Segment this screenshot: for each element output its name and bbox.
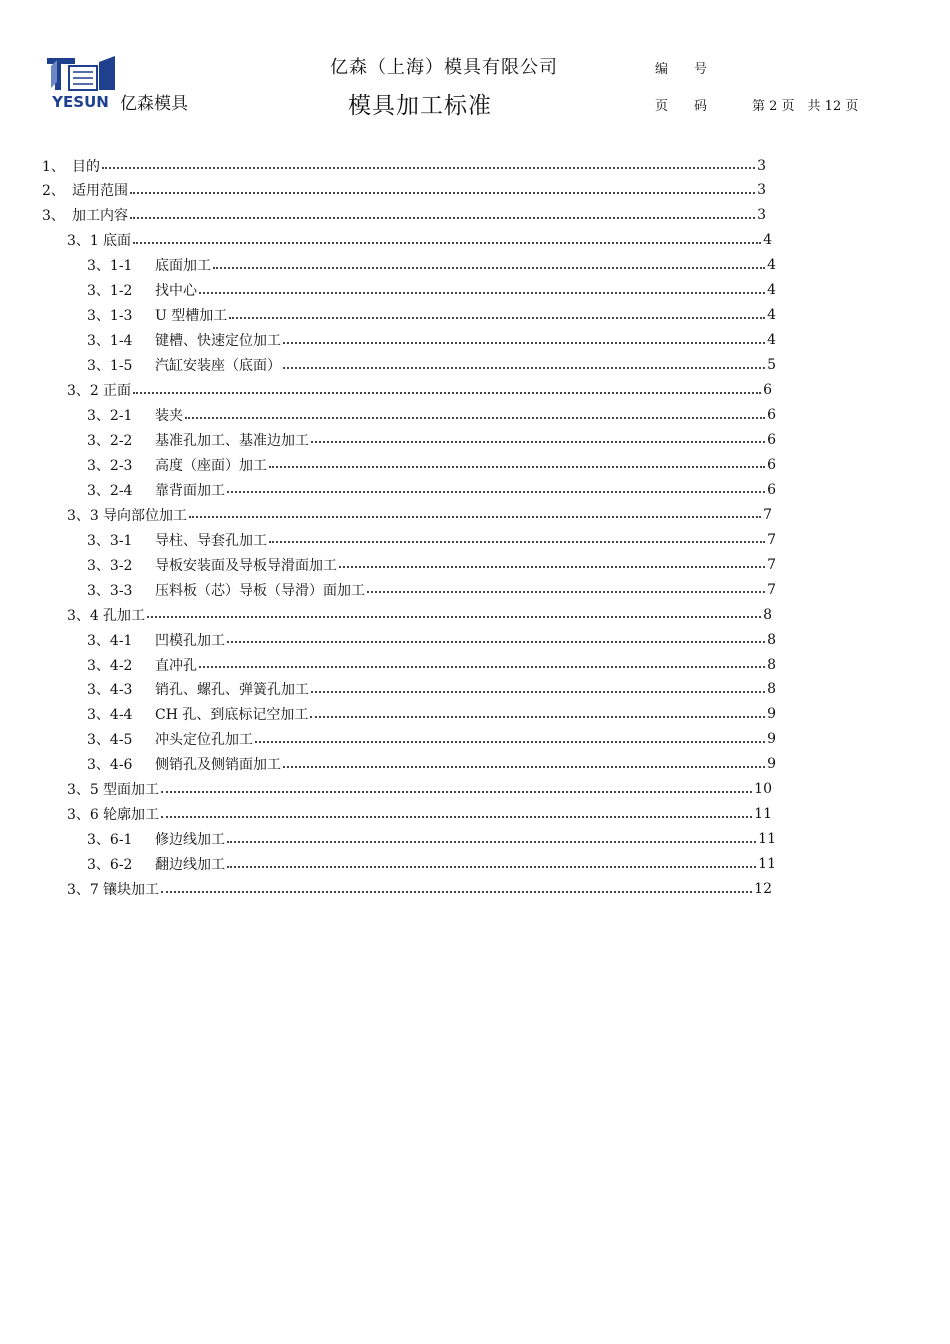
toc-entry-page: 3 — [757, 157, 766, 174]
toc-entry — [87, 527, 776, 552]
toc-entry — [87, 353, 776, 378]
toc-entry — [87, 852, 776, 877]
toc-entry — [87, 552, 776, 577]
toc-entry — [67, 502, 772, 527]
toc-entry-page: 5 — [767, 357, 776, 374]
toc-entry-page: 7 — [767, 531, 776, 548]
toc-entry-page: 11 — [758, 831, 776, 848]
toc-dot-leader — [229, 316, 765, 319]
toc-entry-number: 3、4-3 — [87, 682, 133, 699]
toc-entry-title: 凹模孔加工 — [155, 632, 225, 649]
toc-dot-leader — [161, 815, 752, 818]
toc-entry — [87, 452, 776, 477]
toc-dot-leader — [161, 790, 752, 793]
toc-entry-title: 孔加工 — [103, 607, 145, 624]
toc-entry — [87, 652, 776, 677]
toc-dot-leader — [227, 490, 765, 493]
toc-entry-title: 导向部位加工 — [103, 507, 187, 524]
toc-entry-title: 靠背面加工 — [155, 482, 225, 499]
toc-dot-leader — [227, 840, 756, 843]
toc-entry-number: 3、1-1 — [87, 258, 133, 275]
toc-entry — [67, 802, 772, 827]
number-label: 编 号 — [655, 62, 708, 77]
toc-entry — [87, 403, 776, 428]
toc-entry-page: 6 — [767, 456, 776, 473]
toc-entry-number: 3、1-2 — [87, 283, 133, 300]
toc-entry-number: 3、1-5 — [87, 358, 133, 375]
toc-entry-number: 3、6-2 — [87, 857, 133, 874]
toc-entry — [87, 577, 776, 602]
toc-entry-title: 压料板（芯）导板（导滑）面加工 — [155, 582, 365, 599]
toc-entry — [87, 727, 776, 752]
toc-entry — [87, 827, 776, 852]
toc-entry-title: 导柱、导套孔加工 — [155, 532, 267, 549]
toc-entry-number: 2、 — [42, 183, 65, 200]
toc-entry-number: 3、3-1 — [87, 532, 133, 549]
toc-entry-title: 导板安装面及导板导滑面加工 — [155, 557, 337, 574]
toc-entry-title: 修边线加工 — [155, 832, 225, 849]
toc-dot-leader — [133, 391, 761, 394]
toc-entry-page: 7 — [763, 506, 772, 523]
toc-entry-title: CH 孔、到底标记空加工 — [155, 707, 309, 724]
toc-entry-number: 3、4-2 — [87, 657, 133, 674]
toc-dot-leader — [367, 590, 765, 593]
toc-entry-number: 3、3 — [67, 507, 99, 524]
toc-entry-title: 正面 — [103, 383, 131, 400]
toc-entry-page: 11 — [754, 806, 772, 823]
toc-entry-page: 3 — [757, 182, 766, 199]
toc-entry-title: 镶块加工 — [103, 882, 159, 899]
toc-entry-number: 3、1-4 — [87, 333, 133, 350]
toc-entry-number: 3、2-2 — [87, 432, 133, 449]
toc-entry-number: 3、 — [42, 208, 65, 225]
toc-entry — [42, 203, 766, 228]
toc-dot-leader — [269, 465, 765, 468]
toc-dot-leader — [199, 665, 765, 668]
toc-entry — [87, 752, 776, 777]
toc-entry-page: 4 — [767, 332, 776, 349]
toc-dot-leader — [227, 640, 765, 643]
toc-entry-title: 键槽、快速定位加工 — [155, 333, 281, 350]
toc-entry-page: 6 — [763, 382, 772, 399]
toc-entry-number: 3、2-4 — [87, 482, 133, 499]
toc-entry-page: 7 — [767, 556, 776, 573]
toc-entry-number: 3、2-1 — [87, 408, 133, 424]
toc-entry-number: 3、3-3 — [87, 582, 133, 599]
logo-text: YESUN — [52, 93, 109, 110]
toc-entry — [87, 328, 776, 353]
toc-entry-title: 适用范围 — [72, 183, 128, 200]
toc-entry-number: 3、4-1 — [87, 632, 133, 649]
toc-dot-leader — [213, 266, 765, 269]
toc-entry — [67, 877, 772, 902]
toc-dot-leader — [283, 765, 765, 768]
toc-dot-leader — [102, 166, 755, 169]
toc-entry-title: 轮廓加工 — [103, 807, 159, 824]
toc-entry-number: 3、2-3 — [87, 457, 133, 474]
toc-entry-page: 12 — [754, 881, 772, 898]
toc-entry-title: 底面 — [103, 233, 131, 250]
toc-entry — [87, 253, 776, 278]
toc-entry-number: 3、4-5 — [87, 732, 133, 749]
toc-entry-title: 找中心 — [155, 283, 197, 300]
toc-entry-page: 6 — [767, 407, 776, 423]
toc-entry-number: 3、7 — [67, 882, 99, 899]
toc-entry-number: 1、 — [42, 158, 65, 175]
page-label: 页 码 — [655, 99, 708, 114]
toc-entry-title: U 型槽加工 — [155, 308, 228, 325]
toc-entry-page: 10 — [754, 781, 772, 798]
toc-entry-title: 底面加工 — [155, 258, 211, 275]
toc-dot-leader — [147, 615, 761, 618]
toc-dot-leader — [199, 291, 765, 294]
toc-entry — [67, 777, 772, 802]
toc-entry-title: 基准孔加工、基准边加工 — [155, 432, 309, 449]
toc-entry — [87, 427, 776, 452]
toc-entry-page: 7 — [767, 581, 776, 598]
toc-entry-page: 3 — [757, 207, 766, 224]
toc-entry-page: 9 — [767, 706, 776, 723]
toc-dot-leader — [130, 191, 755, 194]
toc-entry-page: 8 — [763, 606, 772, 623]
toc-entry-number: 3、3-2 — [87, 557, 133, 574]
toc-entry — [67, 228, 772, 253]
toc-entry-title: 型面加工 — [103, 782, 159, 799]
toc-entry-number: 3、2 — [67, 383, 99, 400]
toc-dot-leader — [311, 690, 765, 693]
company-logo — [41, 52, 120, 110]
toc-entry-title: 高度（座面）加工 — [155, 457, 267, 474]
toc-entry-page: 8 — [767, 656, 776, 673]
toc-entry — [87, 627, 776, 652]
toc-entry-title: 销孔、螺孔、弹簧孔加工 — [155, 682, 309, 699]
toc-entry-number: 3、6-1 — [87, 832, 133, 849]
toc-entry-title: 直冲孔 — [155, 657, 197, 674]
toc-dot-leader — [133, 241, 761, 244]
toc-entry — [87, 278, 776, 303]
toc-entry-page: 4 — [763, 232, 772, 249]
toc-entry-number: 3、1 — [67, 233, 99, 250]
toc-entry — [42, 178, 766, 203]
toc-entry-page: 6 — [767, 481, 776, 498]
toc-dot-leader — [189, 515, 761, 518]
toc-dot-leader — [283, 366, 765, 369]
company-name: 亿森（上海）模具有限公司 — [330, 57, 558, 78]
toc-dot-leader — [311, 440, 765, 443]
toc-entry-page: 4 — [767, 307, 776, 324]
toc-entry-page: 4 — [767, 282, 776, 299]
toc-entry-number: 3、4-4 — [87, 707, 133, 724]
toc-entry — [87, 677, 776, 702]
toc-entry-page: 6 — [767, 431, 776, 448]
toc-dot-leader — [339, 565, 765, 568]
toc-entry-title: 装夹 — [155, 408, 183, 424]
toc-entry — [87, 303, 776, 328]
toc-dot-leader — [310, 715, 765, 718]
toc-entry-number: 3、5 — [67, 782, 99, 799]
toc-entry-title: 翻边线加工 — [155, 857, 225, 874]
yesun-logo-graphic — [41, 52, 120, 110]
toc-dot-leader — [283, 341, 765, 344]
toc-entry-title: 加工内容 — [72, 208, 128, 225]
toc-dot-leader — [130, 216, 755, 219]
toc-entry — [67, 378, 772, 403]
toc-entry — [87, 477, 776, 502]
toc-entry-number: 3、4 — [67, 607, 99, 624]
toc-dot-leader — [227, 865, 756, 868]
toc-dot-leader — [161, 890, 752, 893]
toc-entry-title: 侧销孔及侧销面加工 — [155, 757, 281, 774]
toc-entry-page: 9 — [767, 756, 776, 773]
toc-dot-leader — [269, 540, 765, 543]
toc-entry-page: 4 — [767, 257, 776, 274]
toc-entry-title: 冲头定位孔加工 — [155, 732, 253, 749]
toc-entry-page: 9 — [767, 731, 776, 748]
toc-entry-title: 汽缸安装座（底面） — [155, 358, 281, 375]
toc-entry-page: 8 — [767, 681, 776, 698]
toc-entry-title: 目的 — [72, 158, 100, 175]
document-title: 模具加工标准 — [348, 93, 492, 119]
toc-entry-number: 3、6 — [67, 807, 99, 824]
toc-dot-leader — [185, 416, 765, 419]
toc-entry — [42, 153, 766, 178]
toc-entry-page: 8 — [767, 631, 776, 648]
toc-entry-page: 11 — [758, 856, 776, 873]
toc-dot-leader — [255, 740, 765, 743]
brand-name: 亿森模具 — [120, 94, 188, 114]
page-value: 第 2 页 共 12 页 — [752, 99, 859, 114]
toc-entry-number: 3、4-6 — [87, 757, 133, 774]
toc-entry — [87, 702, 776, 727]
toc-entry — [67, 602, 772, 627]
toc-entry-number: 3、1-3 — [87, 308, 133, 325]
